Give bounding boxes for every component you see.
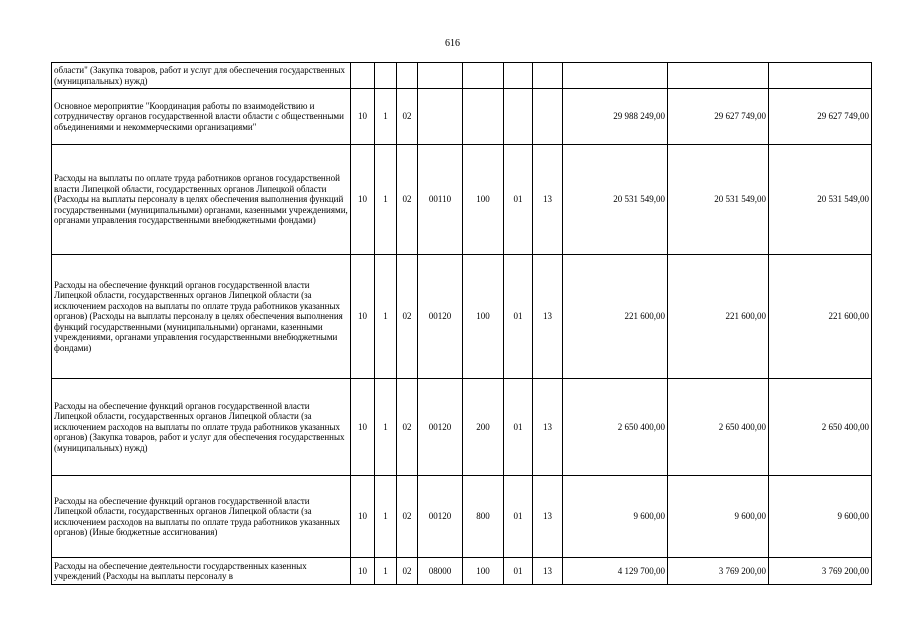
- code-program: 1: [375, 476, 397, 558]
- code-direction: [418, 89, 463, 145]
- table-row: [52, 255, 872, 379]
- amount-year-3: 29 627 749,00: [769, 89, 872, 145]
- code-section: 01: [504, 558, 533, 585]
- amount-year-1: 221 600,00: [563, 255, 668, 379]
- amount-year-1: 2 650 400,00: [563, 379, 668, 476]
- code-subprogram: 02: [397, 476, 418, 558]
- amount-year-2: 29 627 749,00: [668, 89, 769, 145]
- amount-year-3: [769, 63, 872, 89]
- code-section: 01: [504, 145, 533, 255]
- table-row: [52, 145, 872, 255]
- amount-year-3: 9 600,00: [769, 476, 872, 558]
- code-program: 1: [375, 255, 397, 379]
- code-subsection: [533, 89, 563, 145]
- amount-year-1: 9 600,00: [563, 476, 668, 558]
- row-description: Расходы на выплаты по оплате труда работников органов государственной власти Липецкой области, государственных органов Липецкой области (Расходы на выплаты персоналу в целях обеспечения выполнения функций государственными (муниципальными) органами, казенными учреждениями, органами управления государственными внебюджетными фондами): [52, 145, 351, 255]
- code-direction: 08000: [418, 558, 463, 585]
- code-ministry: 10: [351, 145, 375, 255]
- code-subprogram: 02: [397, 145, 418, 255]
- row-description: Расходы на обеспечение функций органов государственной власти Липецкой области, государственных органов Липецкой области (за исключением расходов на выплаты по оплате труда работников указанных органов) (Расходы на выплаты персоналу в целях обеспечения выполнения функций государственными (муниципальными) органами, казенными учреждениями, органами управления государственными внебюджетными фондами): [52, 255, 351, 379]
- code-expense-type: [463, 63, 504, 89]
- code-expense-type: 100: [463, 558, 504, 585]
- budget-table: [51, 62, 872, 585]
- code-subprogram: 02: [397, 89, 418, 145]
- code-ministry: 10: [351, 89, 375, 145]
- code-ministry: 10: [351, 476, 375, 558]
- row-description: Основное мероприятие "Координация работы по взаимодействию и сотрудничеству органов государственной власти области с общественными объединениями и некоммерческими организациями": [52, 89, 351, 145]
- table-row: [52, 558, 872, 585]
- code-expense-type: 200: [463, 379, 504, 476]
- table-row: [52, 476, 872, 558]
- amount-year-2: 221 600,00: [668, 255, 769, 379]
- code-ministry: 10: [351, 558, 375, 585]
- amount-year-3: 2 650 400,00: [769, 379, 872, 476]
- row-description: Расходы на обеспечение деятельности государственных казенных учреждений (Расходы на выплаты персоналу в: [52, 558, 351, 585]
- amount-year-1: 20 531 549,00: [563, 145, 668, 255]
- code-direction: 00110: [418, 145, 463, 255]
- code-ministry: 10: [351, 379, 375, 476]
- code-section: [504, 63, 533, 89]
- code-direction: 00120: [418, 379, 463, 476]
- code-subsection: 13: [533, 476, 563, 558]
- code-subprogram: 02: [397, 379, 418, 476]
- code-ministry: [351, 63, 375, 89]
- code-section: 01: [504, 476, 533, 558]
- row-description: области" (Закупка товаров, работ и услуг для обеспечения государственных (муниципальных) нужд): [52, 63, 351, 89]
- code-subprogram: [397, 63, 418, 89]
- code-ministry: 10: [351, 255, 375, 379]
- row-description: Расходы на обеспечение функций органов государственной власти Липецкой области, государственных органов Липецкой области (за исключением расходов на выплаты по оплате труда работников указанных органов) (Закупка товаров, работ и услуг для обеспечения государственных (муниципальных) нужд): [52, 379, 351, 476]
- amount-year-2: 9 600,00: [668, 476, 769, 558]
- code-section: [504, 89, 533, 145]
- code-program: 1: [375, 89, 397, 145]
- amount-year-2: 3 769 200,00: [668, 558, 769, 585]
- amount-year-2: 20 531 549,00: [668, 145, 769, 255]
- code-expense-type: [463, 89, 504, 145]
- code-expense-type: 800: [463, 476, 504, 558]
- code-direction: [418, 63, 463, 89]
- code-program: [375, 63, 397, 89]
- amount-year-3: 3 769 200,00: [769, 558, 872, 585]
- code-program: 1: [375, 379, 397, 476]
- code-program: 1: [375, 558, 397, 585]
- code-subprogram: 02: [397, 255, 418, 379]
- code-subsection: 13: [533, 558, 563, 585]
- code-expense-type: 100: [463, 145, 504, 255]
- code-section: 01: [504, 379, 533, 476]
- amount-year-2: 2 650 400,00: [668, 379, 769, 476]
- amount-year-3: 20 531 549,00: [769, 145, 872, 255]
- amount-year-1: [563, 63, 668, 89]
- amount-year-1: 4 129 700,00: [563, 558, 668, 585]
- code-subprogram: 02: [397, 558, 418, 585]
- page-number: 616: [445, 38, 460, 49]
- code-program: 1: [375, 145, 397, 255]
- code-subsection: [533, 63, 563, 89]
- amount-year-3: 221 600,00: [769, 255, 872, 379]
- amount-year-1: 29 988 249,00: [563, 89, 668, 145]
- code-expense-type: 100: [463, 255, 504, 379]
- code-subsection: 13: [533, 379, 563, 476]
- row-description: Расходы на обеспечение функций органов государственной власти Липецкой области, государственных органов Липецкой области (за исключением расходов на выплаты по оплате труда работников указанных органов) (Иные бюджетные ассигнования): [52, 476, 351, 558]
- code-subsection: 13: [533, 145, 563, 255]
- table-row: [52, 89, 872, 145]
- code-subsection: 13: [533, 255, 563, 379]
- table-row: [52, 63, 872, 89]
- table-row: [52, 379, 872, 476]
- code-section: 01: [504, 255, 533, 379]
- code-direction: 00120: [418, 255, 463, 379]
- amount-year-2: [668, 63, 769, 89]
- code-direction: 00120: [418, 476, 463, 558]
- budget-table-body: [52, 63, 872, 585]
